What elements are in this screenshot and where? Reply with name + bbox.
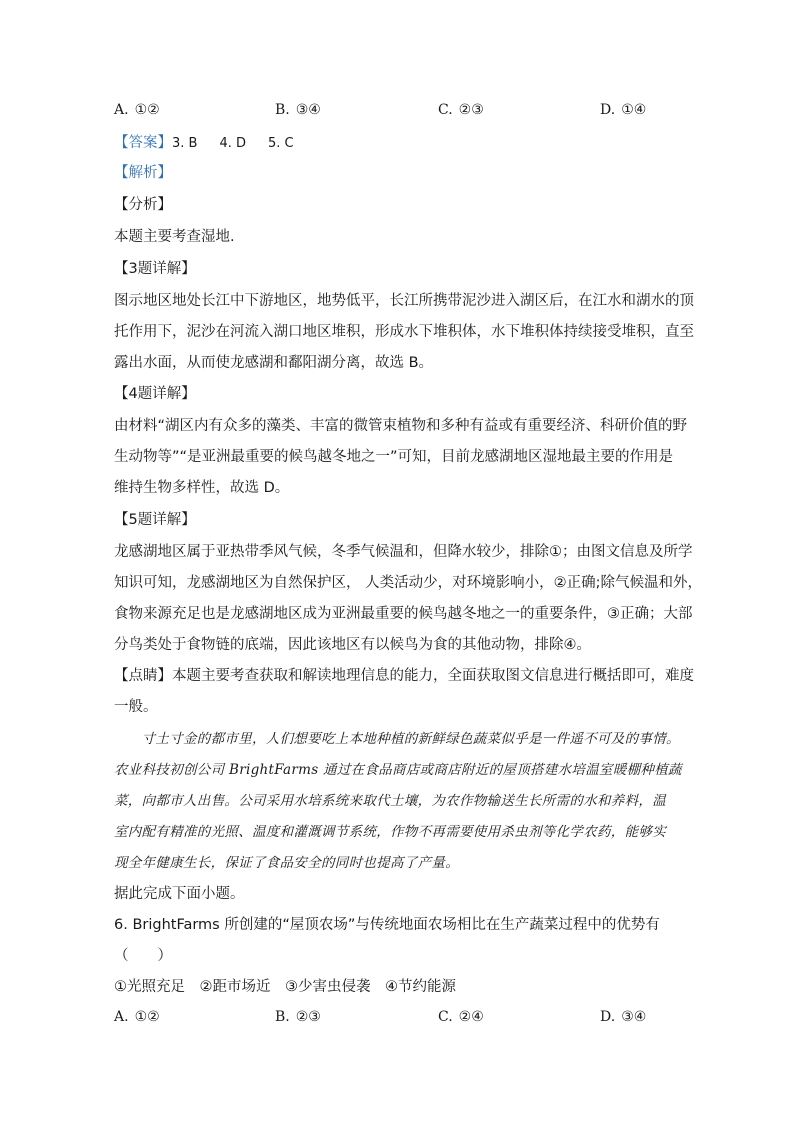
q6-option-c xyxy=(438,1009,484,1025)
q5-line: 知识可知，龙感湖地区为自然保护区， 人类活动少，对环境影响小，②正确;除气候温和外， xyxy=(114,575,702,591)
option-label: A. xyxy=(114,102,129,118)
fenxi-tag: 【分析】 xyxy=(114,197,172,213)
option-value: ①② xyxy=(134,1009,160,1025)
q3-line: 图示地区地处长江中下游地区，地势低平，长江所携带泥沙进入湖区后，在江水和湖水的顶 xyxy=(114,293,694,309)
q6-options xyxy=(114,1009,684,1029)
q4-line: 由材料“湖区内有众多的藻类、丰富的微管束植物和多种有益或有重要经济、科研价值的野 xyxy=(114,418,688,434)
option-value: ③④ xyxy=(295,102,321,118)
q5-line: 龙感湖地区属于亚热带季风气候，冬季气候温和，但降水较少，排除①；由图文信息及所学 xyxy=(114,544,693,560)
option-label: D. xyxy=(600,102,616,118)
option-value: ②③ xyxy=(295,1009,321,1025)
analysis-tag: 【解析】 xyxy=(114,165,172,181)
material-line: 现全年健康生长，保证了食品安全的同时也提高了产量。 xyxy=(114,855,459,871)
q5-options xyxy=(114,102,684,122)
option-label: C. xyxy=(438,102,453,118)
q6-option-d xyxy=(600,1009,646,1025)
dianjing-line xyxy=(114,666,694,686)
q3-line: 托作用下，泥沙在河流入湖口地区堆积，形成水下堆积体，水下堆积体持续接受堆积，直至 xyxy=(114,324,694,340)
material-line: 菜，向都市人出售。公司采用水培系统来取代土壤，为农作物输送生长所需的水和养料，温 xyxy=(114,793,666,809)
q5-tag: 【5题详解】 xyxy=(114,512,196,528)
option-label: A. xyxy=(114,1009,129,1025)
q5-line: 分鸟类处于食物链的底端，因此该地区有以候鸟为食的其他动物，排除④。 xyxy=(114,637,591,653)
q6-option-a xyxy=(114,1009,160,1025)
q6-paren: （ ） xyxy=(114,948,172,964)
option-value: ①④ xyxy=(621,102,647,118)
dianjing-text: 本题主要考查获取和解读地理信息的能力，全面获取图文信息进行概括即可，难度 xyxy=(172,668,694,684)
fenxi-text: 本题主要考查湿地. xyxy=(114,229,235,245)
option-label: D. xyxy=(600,1009,616,1025)
q5-option-a xyxy=(114,102,160,118)
option-value: ②④ xyxy=(458,1009,484,1025)
q5-line: 食物来源充足也是龙感湖地区成为亚洲最重要的候鸟越冬地之一的重要条件，③正确；大部 xyxy=(114,606,693,622)
q4-line: 生动物等”“是亚洲最重要的候鸟越冬地之一”可知，目前龙感湖地区湿地最主要的作用是 xyxy=(114,449,674,465)
option-value: ②③ xyxy=(458,102,484,118)
answer-tag: 【答案】 xyxy=(114,135,172,151)
q6-option-b xyxy=(275,1009,321,1025)
answer-item: 5. C xyxy=(268,136,294,151)
option-value: ③④ xyxy=(621,1009,647,1025)
option-label: C. xyxy=(438,1009,453,1025)
answer-line xyxy=(114,133,684,154)
option-label: B. xyxy=(275,102,290,118)
answer-item: 4. D xyxy=(219,136,247,151)
q6-stem: 6. BrightFarms 所创建的“屋顶农场”与传统地面农场相比在生产蔬菜过程中的优势有 xyxy=(114,917,660,933)
material-line: 农业科技初创公司 BrightFarms 通过在食品商店或商店附近的屋顶搭建水培温室暖棚种植蔬 xyxy=(114,762,682,778)
q6-choices: ①光照充足 ②距市场近 ③少害虫侵袭 ④节约能源 xyxy=(114,979,456,995)
q5-option-c xyxy=(438,102,484,118)
answer-item: 3. B xyxy=(172,136,198,151)
material-line: 寸土寸金的都市里，人们想要吃上本地种植的新鲜绿色蔬菜似乎是一件遥不可及的事情。 xyxy=(114,731,680,747)
option-label: B. xyxy=(275,1009,290,1025)
instruction: 据此完成下面小题。 xyxy=(114,886,245,902)
q5-option-d xyxy=(600,102,646,118)
option-value: ①② xyxy=(134,102,160,118)
q4-line: 维持生物多样性，故选 D。 xyxy=(114,480,290,496)
dianjing-tag: 【点睛】 xyxy=(114,668,172,684)
q3-tag: 【3题详解】 xyxy=(114,261,196,277)
dianjing-line: 一般。 xyxy=(114,699,158,715)
q3-line: 露出水面，从而使龙感湖和鄱阳湖分离，故选 B。 xyxy=(114,355,434,371)
material-line: 室内配有精准的光照、温度和灌溉调节系统，作物不再需要使用杀虫剂等化学农药，能够实 xyxy=(114,824,666,840)
q5-option-b xyxy=(275,102,321,118)
q4-tag: 【4题详解】 xyxy=(114,386,196,402)
